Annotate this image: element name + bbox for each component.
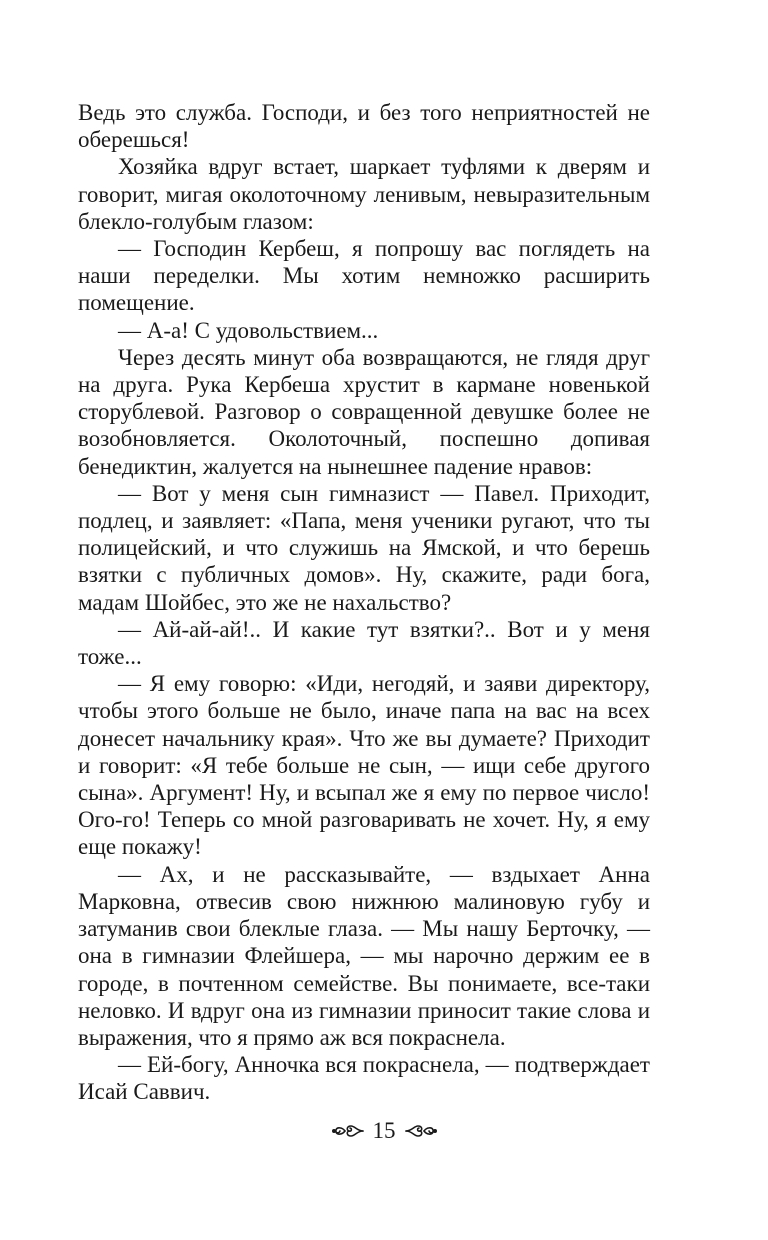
paragraph-10: — Ей-богу, Анночка вся покраснела, — подтверждает Исай Саввич.: [78, 1052, 650, 1105]
page-footer: [0, 1118, 768, 1144]
paragraph-9: — Ах, и не рассказывайте, — вздыхает Анна Марковна, отвесив свою нижнюю малиновую губу и затуманив свои блеклые глаза. — Мы нашу Берточку, — она в гимназии Флейшера, — мы нарочно держим ее в городе, в почтенном семействе. Вы понимаете, все-таки неловко. И вдруг она из гимназии приносит такие слова и выражения, что я прямо аж вся покраснела.: [78, 861, 650, 1050]
paragraph-6: — Вот у меня сын гимназист — Павел. Приходит, подлец, и заявляет: «Папа, меня ученики ругают, что ты полицейский, и что служишь на Ямской, и что берешь взятки с публичных домов». Ну, скажите, ради бога, мадам Шойбес, это же не нахальство?: [78, 480, 650, 615]
paragraph-2: Хозяйка вдруг встает, шаркает туфлями к дверям и говорит, мигая околоточному ленивым, невыразительным блекло-голубым глазом:: [78, 154, 650, 234]
paragraph-4: — А-а! С удовольствием...: [118, 317, 379, 343]
paragraph-7: — Ай-ай-ай!.. И какие тут взятки?.. Вот и у меня тоже...: [78, 616, 650, 670]
fleuron-left-icon: [331, 1120, 365, 1142]
paragraph-3: — Господин Кербеш, я попрошу вас поглядеть на наши переделки. Мы хотим немножко расширить помещение.: [78, 236, 650, 316]
page-number: 15: [372, 1118, 396, 1143]
paragraph-5: Через десять минут оба возвращаются, не глядя друг на друга. Рука Кербеша хрустит в кармане новенькой сторублевой. Разговор о совращенной девушке более не возобновляется. Околоточный, поспешно допивая бенедиктин, жалуется на нынешнее падение нравов:: [78, 344, 650, 479]
page-body: [78, 99, 650, 1106]
paragraph-1: Ведь это служба. Господи, и без того неприятностей не оберешься!: [78, 100, 650, 153]
fleuron-right-icon: [404, 1120, 438, 1142]
paragraph-8: — Я ему говорю: «Иди, негодяй, и заяви директору, чтобы этого больше не было, иначе папа на вас на всех донесет начальнику края». Что же вы думаете? Приходит и говорит: «Я тебе больше не сын, — ищи себе другого сына». Аргумент! Ну, и всыпал же я ему по первое число! Ого-го! Теперь со мной разговаривать не хочет. Ну, я ему еще покажу!: [78, 671, 650, 860]
